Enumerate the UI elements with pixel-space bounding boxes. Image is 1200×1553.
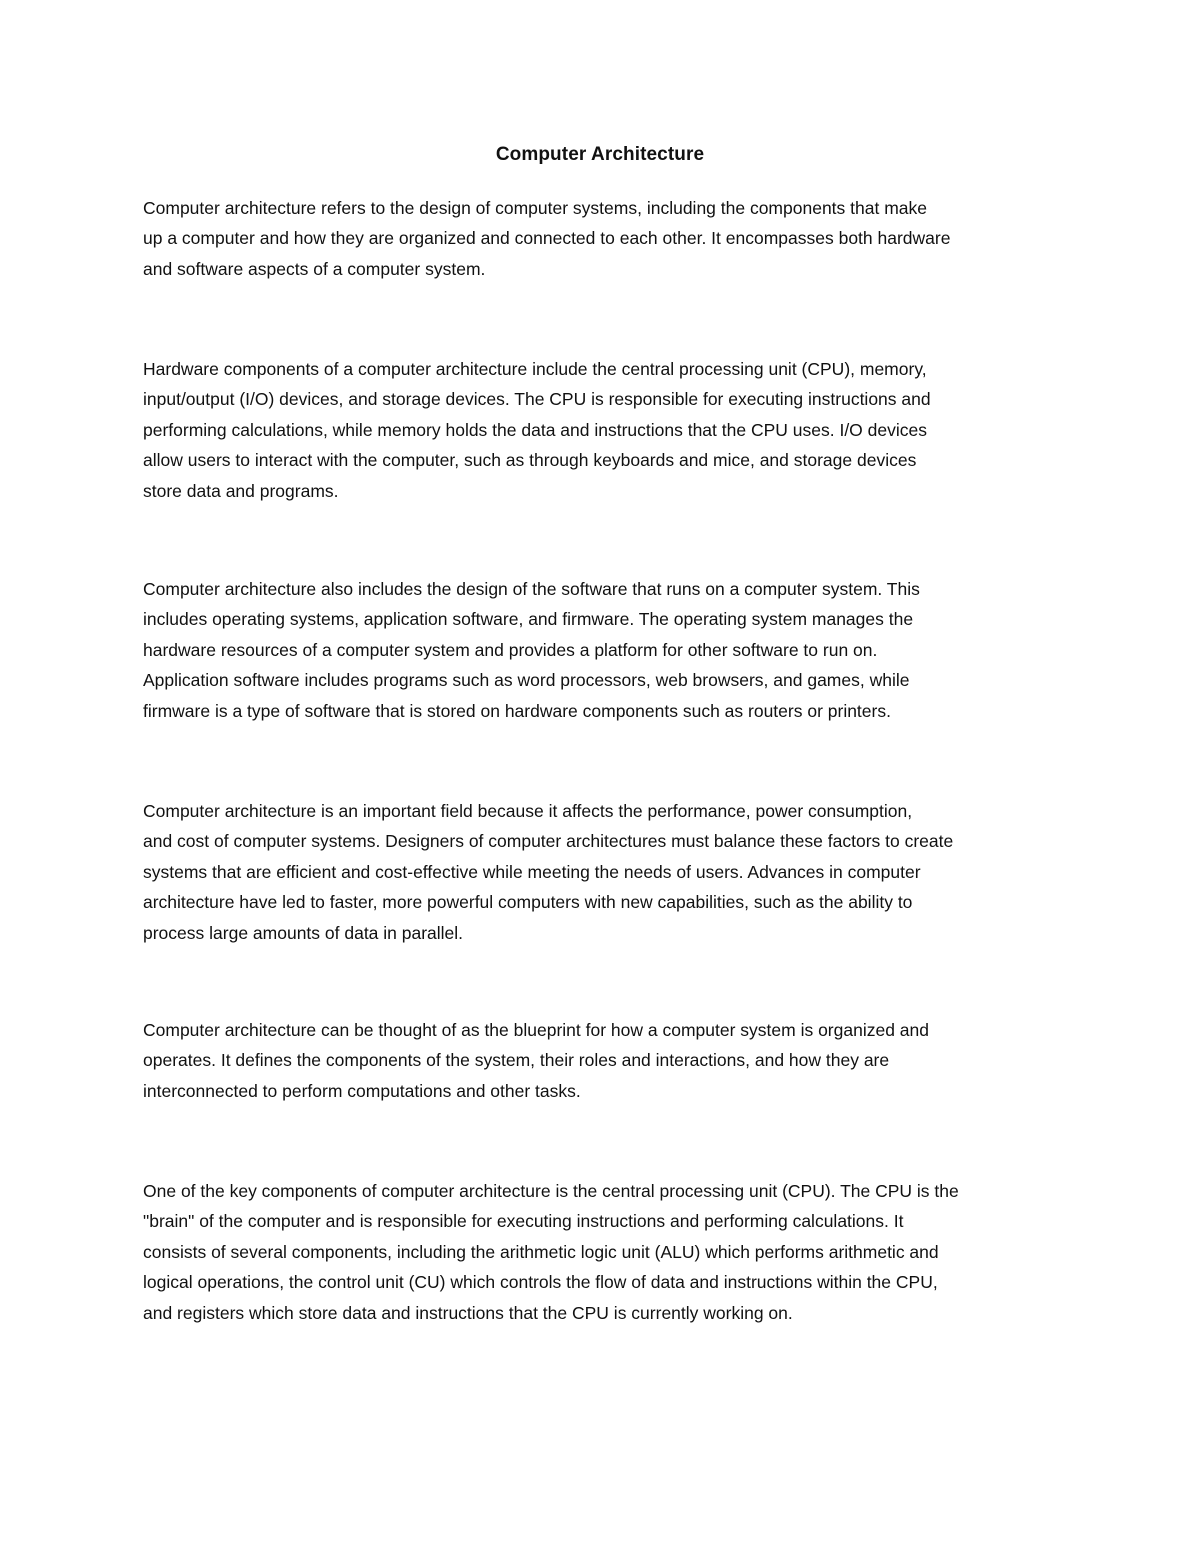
paragraph-line: performing calculations, while memory holds the data and instructions that the CPU uses. I/O devices — [143, 419, 927, 440]
paragraph-line: process large amounts of data in parallel. — [143, 922, 464, 943]
paragraph-line: up a computer and how they are organized and connected to each other. It encompasses both hardware — [143, 228, 951, 249]
paragraph-line: and software aspects of a computer system. — [143, 258, 486, 279]
paragraph-line: systems that are efficient and cost-effective while meeting the needs of users. Advances in computer — [143, 861, 921, 882]
paragraph-line: Computer architecture refers to the design of computer systems, including the components that make — [143, 198, 927, 218]
paragraph-line: hardware resources of a computer system and provides a platform for other software to run on. — [143, 639, 878, 660]
paragraph-cpu — [143, 1176, 1073, 1328]
paragraph-intro — [143, 193, 1073, 284]
paragraph-line: and registers which store data and instructions that the CPU is currently working on. — [143, 1302, 793, 1323]
paragraph-line: architecture have led to faster, more powerful computers with new capabilities, such as the ability to — [143, 892, 913, 913]
paragraph-line: firmware is a type of software that is stored on hardware components such as routers or printers. — [143, 700, 891, 721]
paragraph-line: "brain" of the computer and is responsible for executing instructions and performing calculations. It — [143, 1211, 904, 1232]
document-title: Computer Architecture — [495, 144, 705, 165]
paragraph-line: allow users to interact with the computer, such as through keyboards and mice, and storage devices — [143, 450, 917, 471]
paragraph-line: includes operating systems, application software, and firmware. The operating system manages the — [143, 609, 914, 630]
paragraph-line: operates. It defines the components of the system, their roles and interactions, and how they are — [143, 1050, 890, 1071]
paragraph-software — [143, 574, 1073, 726]
paragraph-line: Hardware components of a computer architecture include the central processing unit (CPU), memory, — [143, 359, 927, 379]
paragraph-line: Computer architecture also includes the design of the software that runs on a computer system. This — [143, 579, 920, 599]
paragraph-line: Application software includes programs such as word processors, web browsers, and games, while — [143, 670, 910, 691]
paragraph-line: input/output (I/O) devices, and storage devices. The CPU is responsible for executing instructions and — [143, 389, 931, 410]
paragraph-line: One of the key components of computer architecture is the central processing unit (CPU). The CPU is the — [143, 1181, 959, 1201]
paragraph-line: interconnected to perform computations and other tasks. — [143, 1080, 581, 1101]
paragraph-hardware — [143, 354, 1073, 506]
paragraph-line: Computer architecture is an important field because it affects the performance, power consumption, — [143, 801, 913, 821]
paragraph-line: and cost of computer systems. Designers of computer architectures must balance these factors to create — [143, 831, 954, 852]
paragraph-line: Computer architecture can be thought of as the blueprint for how a computer system is organized and — [143, 1020, 929, 1040]
paragraph-line: store data and programs. — [143, 480, 339, 501]
paragraph-importance — [143, 796, 1073, 948]
paragraph-line: logical operations, the control unit (CU) which controls the flow of data and instructions within the CPU, — [143, 1272, 938, 1293]
paragraph-line: consists of several components, including the arithmetic logic unit (ALU) which performs arithmetic and — [143, 1241, 939, 1262]
paragraph-blueprint — [143, 1015, 1073, 1106]
